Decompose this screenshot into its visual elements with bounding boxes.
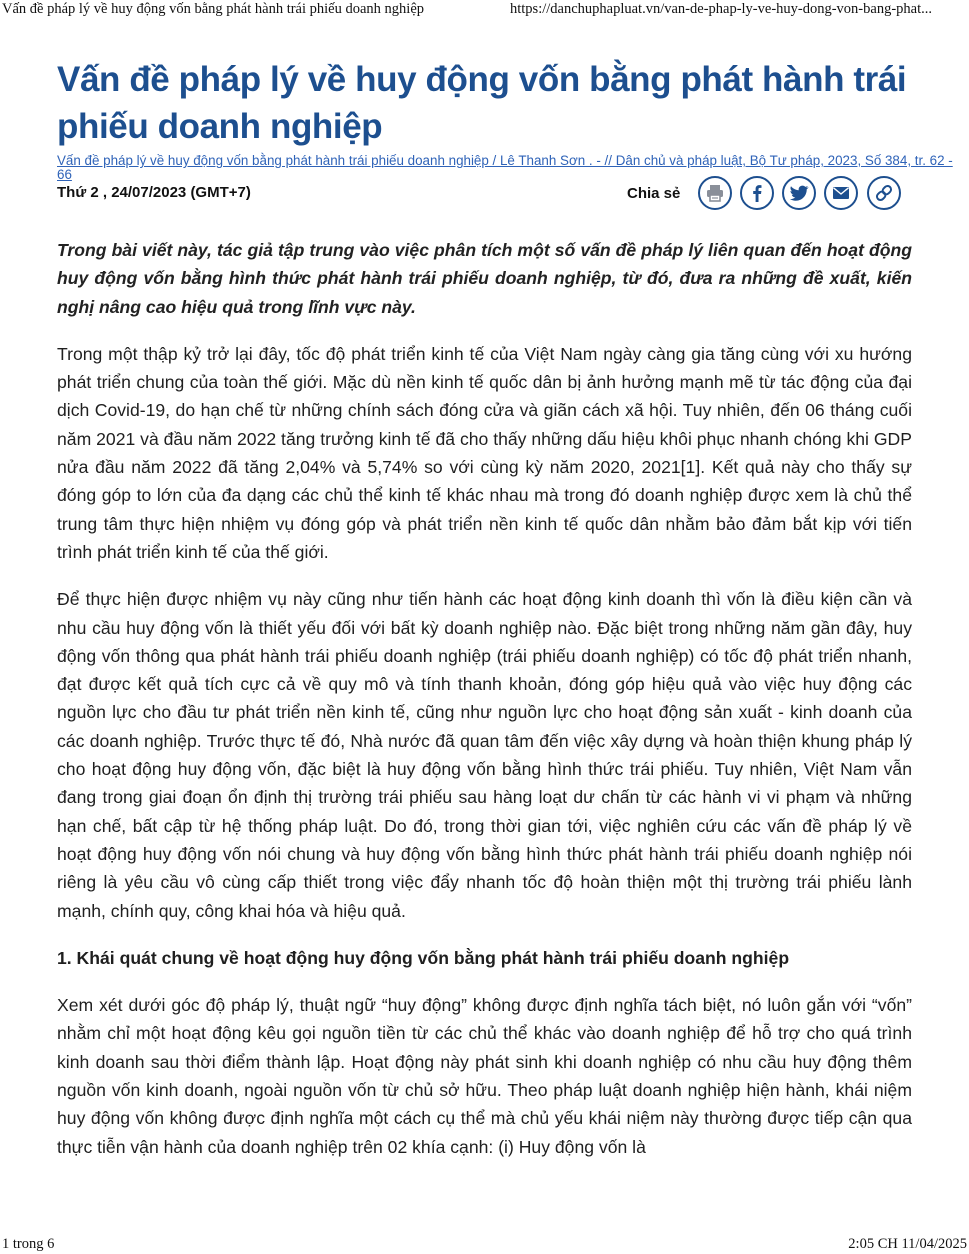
article-title: Vấn đề pháp lý về huy động vốn bằng phát hành trái phiếu doanh nghiệp (57, 60, 907, 146)
print-header-title: Vấn đề pháp lý về huy động vốn bằng phát hành trái phiếu doanh nghiệp (2, 1, 425, 17)
body-paragraph: Xem xét dưới góc độ pháp lý, thuật ngữ “huy động” không được định nghĩa tách biệt, nó luôn gắn với “vốn” nhằm chỉ một hoạt động kêu gọi nguồn tiền từ các chủ thể khác vào doanh nghiệp để hỗ trợ cho quá trình kinh doanh sau thời điểm thành lập. Hoạt động này phát sinh khi doanh nghiệp có nhu cầu huy động thêm nguồn vốn kinh doanh, ngoài nguồn vốn từ chủ sở hữu. Theo pháp luật doanh nghiệp hiện hành, khái niệm huy động vốn không được định nghĩa một cách cụ thể mà chủ yếu khái niệm này thường được tiếp cận qua thực tiễn vận hành của doanh nghiệp trên 02 khía cạnh: (i) Huy động vốn là (57, 995, 912, 1157)
share-email-button[interactable] (824, 176, 858, 210)
publish-date: Thứ 2 , 24/07/2023 (GMT+7) (57, 184, 251, 201)
article (57, 56, 953, 202)
share-print-button[interactable] (698, 176, 732, 210)
share-twitter-button[interactable] (782, 176, 816, 210)
page-counter: 1 trong 6 (2, 1236, 55, 1252)
facebook-icon (746, 182, 768, 204)
print-footer (0, 1236, 969, 1254)
article-body (57, 236, 912, 1180)
email-icon (830, 182, 852, 204)
print-header (0, 0, 969, 20)
print-icon (704, 182, 726, 204)
section-heading: 1. Khái quát chung về hoạt động huy động vốn bằng phát hành trái phiếu doanh nghiệp (57, 947, 790, 968)
share-facebook-button[interactable] (740, 176, 774, 210)
share-label: Chia sẻ (627, 185, 681, 202)
article-lead: Trong bài viết này, tác giả tập trung vào việc phân tích một số vấn đề pháp lý liên quan đến hoạt động huy động vốn bằng hình thức phát hành trái phiếu doanh nghiệp, từ đó, đưa ra những đề xuất, kiến nghị nâng cao hiệu quả trong lĩnh vực này. (57, 240, 912, 317)
body-paragraph: Trong một thập kỷ trở lại đây, tốc độ phát triển kinh tế của Việt Nam ngày càng gia tăng cùng với xu hướng phát triển chung của toàn thế giới. Mặc dù nền kinh tế quốc dân bị ảnh hưởng mạnh mẽ từ tác động của đại dịch Covid-19, do hạn chế từ những chính sách đóng cửa và giãn cách xã hội. Tuy nhiên, đến 06 tháng cuối năm 2021 và đầu năm 2022 tăng trưởng kinh tế đã cho thấy những dấu hiệu khôi phục nhanh chóng khi GDP nửa đầu năm 2022 đã tăng 2,04% và 5,74% so với cùng kỳ năm 2020, 2021[1]. Kết quả này cho thấy sự đóng góp to lớn của đa dạng các chủ thể kinh tế khác nhau mà trong đó doanh nghiệp được xem là chủ thể trung tâm thực hiện nhiệm vụ đóng góp và phát triển nền kinh tế quốc dân nhằm bảo đảm bắt kịp với tiến trình phát triển kinh tế của thế giới. (57, 343, 912, 562)
body-paragraph: Để thực hiện được nhiệm vụ này cũng như tiến hành các hoạt động kinh doanh thì vốn là điều kiện cần và nhu cầu huy động vốn là thiết yếu đối với bất kỳ doanh nghiệp nào. Đặc biệt trong những năm gần đây, huy động vốn thông qua phát hành trái phiếu doanh nghiệp (trái phiếu doanh nghiệp) có tốc độ phát triển nhanh, đạt được kết quả tích cực cả về quy mô và tính thanh khoản, đóng góp hiệu quả vào việc huy động các nguồn lực cho đầu tư phát triển nền kinh tế, cũng như nguồn lực cho hoạt động sản xuất - kinh doanh của các doanh nghiệp. Trước thực tế đó, Nhà nước đã quan tâm đến việc xây dựng và hoàn thiện khung pháp lý cho hoạt động huy động vốn, đặc biệt là huy động vốn bằng hình thức trái phiếu. Tuy nhiên, Việt Nam vẫn đang trong giai đoạn ổn định thị trường trái phiếu sau hàng loạt dư chấn từ các hành vi vi phạm và những hạn chế, bất cập từ hệ thống pháp luật. Do đó, trong thời gian tới, việc nghiên cứu các vấn đề pháp lý về hoạt động huy động vốn nói chung và huy động vốn bằng hình thức phát hành trái phiếu doanh nghiệp nói riêng là yêu cầu vô cùng cấp thiết trong việc đẩy nhanh tốc độ hoàn thiện một thị trường trái phiếu lành mạnh, chính quy, công khai hóa và hiệu quả. (57, 589, 912, 921)
link-icon (873, 182, 895, 204)
twitter-icon (788, 182, 810, 204)
print-header-url: https://danchuphapluat.vn/van-de-phap-ly-ve-huy-dong-von-bang-phat... (510, 1, 932, 17)
citation-link[interactable]: Vấn đề pháp lý về huy động vốn bằng phát hành trái phiếu doanh nghiệp / Lê Thanh Sơn . - // Dân chủ và pháp luật, Bộ Tư pháp, 2023, Số 384, tr. 62 - 66 (57, 153, 953, 182)
meta-row (57, 184, 912, 220)
share-link-button[interactable] (867, 176, 901, 210)
print-timestamp: 2:05 CH 11/04/2025 (848, 1236, 967, 1252)
